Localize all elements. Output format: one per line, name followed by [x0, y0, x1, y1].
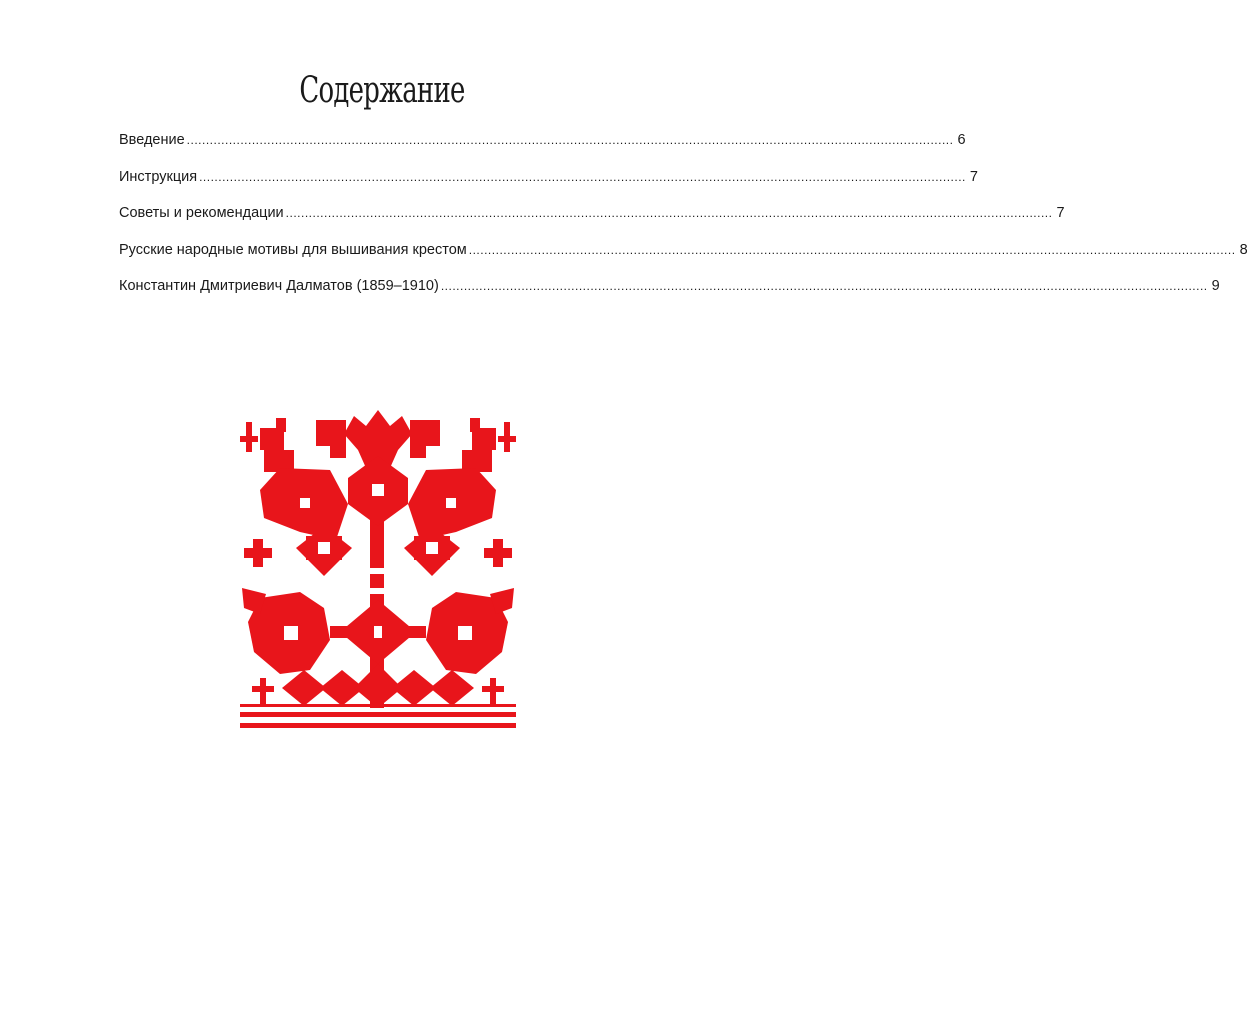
toc-leader-dots: ........................................................................................................................................................................................................: [285, 206, 1053, 220]
table-of-contents: [119, 130, 1248, 313]
toc-entry-label: Советы и рекомендации: [119, 205, 284, 221]
toc-entry-page: 9: [1211, 278, 1220, 294]
toc-entry-label: Введение: [119, 132, 185, 148]
toc-leader-dots: ........................................................................................................................................................................................................: [199, 169, 966, 184]
toc-entry-label: Константин Дмитриевич Далматов (1859–1910): [119, 278, 439, 294]
toc-entry-page: 8: [1239, 241, 1248, 258]
toc-entry[interactable]: [119, 130, 966, 167]
toc-entry-label: Инструкция: [119, 168, 198, 185]
toc-entry-label: Русские народные мотивы для вышивания крестом: [119, 241, 467, 258]
toc-entry[interactable]: [119, 276, 1220, 313]
toc-entry[interactable]: [119, 167, 978, 204]
toc-entry-page: 6: [957, 132, 966, 148]
toc-entry-page: 7: [1056, 205, 1065, 221]
cross-stitch-ornament-image: [240, 408, 516, 735]
toc-leader-dots: ........................................................................................................................................................................................................: [468, 242, 1236, 257]
toc-entry-page: 7: [969, 168, 978, 185]
toc-leader-dots: ........................................................................................................................................................................................................: [440, 279, 1208, 293]
embroidery-pattern-icon: [240, 408, 516, 730]
toc-leader-dots: ........................................................................................................................................................................................................: [186, 133, 954, 147]
toc-entry[interactable]: [119, 240, 1248, 277]
toc-entry[interactable]: [119, 203, 1065, 240]
page-title: Содержание: [299, 70, 465, 111]
